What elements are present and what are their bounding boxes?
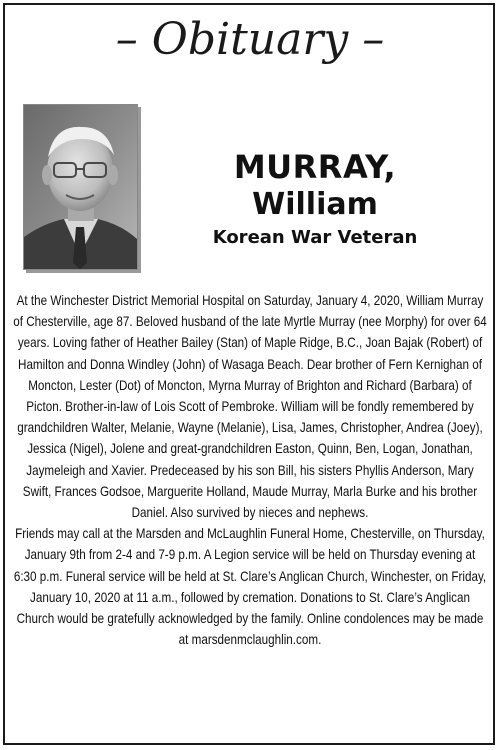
obituary-header: – Obituary –	[115, 14, 385, 65]
given-name: William	[252, 187, 378, 222]
obituary-body	[13, 290, 487, 650]
name-block	[185, 148, 445, 250]
portrait-photo	[23, 104, 138, 270]
obituary-paragraph: At the Winchester District Memorial Hospital on Saturday, January 4, 2020, William Murray of Chesterville, age 87. Beloved husband of the late Myrtle Murray (nee Morphy) for over 64 years. Loving father of Heather Bailey (Stan) of Maple Ridge, B.C., Joan Bajak (Robert) of Hamilton and Donna Windley (John) of Wasaga Beach. Dear brother of Fern Kernighan of Moncton, Lester (Dot) of Moncton, Myrna Murray of Brighton and Richard (Barbara) of Picton. Brother-in-law of Lois Scott of Pembroke. William will be fondly remembered by grandchildren Walter, Melanie, Wayne (Melanie), Lisa, James, Christopher, Andrea (Joey), Jessica (Nigel), Jolene and great-grandchildren Easton, Quinn, Ben, Logan, Jonathan, Jaymeleigh and Xavier. Predeceased by his son Bill, his sisters Phyllis Anderson, Mary Swift, Frances Godsoe, Marguerite Holland, Maude Murray, Marla Burke and his brother Daniel. Also survived by nieces and nephews.	[13, 292, 487, 521]
surname: MURRAY,	[233, 148, 397, 186]
portrait-image	[24, 105, 137, 269]
obituary-paragraph: Friends may call at the Marsden and McLaughlin Funeral Home, Chesterville, on Thursday, January 9th from 2-4 and 7-9 p.m. A Legion service will be held on Thursday evening at 6:30 p.m. Funeral service will be held at St. Clare’s Anglican Church, Winchester, on Friday, January 10, 2020 at 11 a.m., followed by cremation. Donations to St. Clare’s Anglican Church would be gratefully acknowledged by the family. Online condolences may be made at marsdenmclaughlin.com.	[13, 525, 487, 648]
honorific-title: Korean War Veteran	[212, 227, 418, 248]
